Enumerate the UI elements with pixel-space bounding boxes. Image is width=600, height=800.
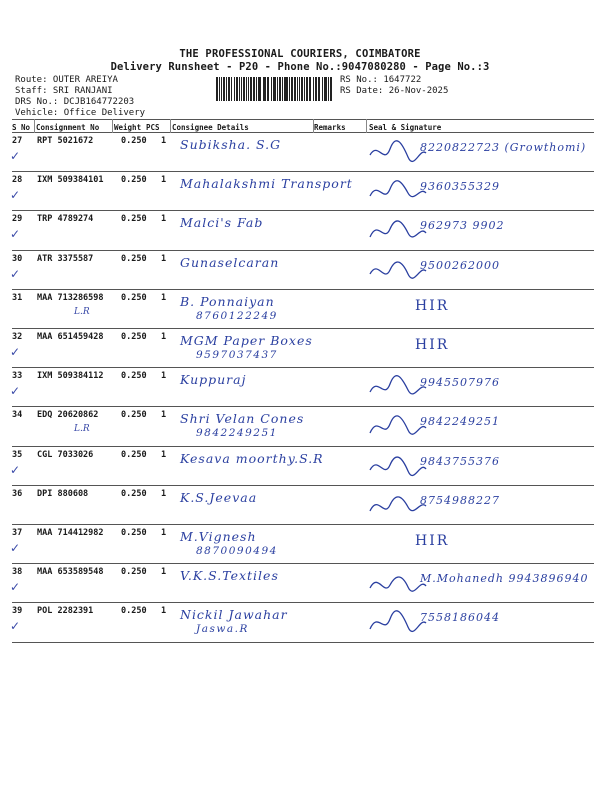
row-sno: 34	[12, 410, 23, 421]
signature-text: 9360355329	[420, 180, 500, 194]
runsheet-subtitle: Delivery Runsheet - P20 - Phone No.:9047080280 - Page No.:3	[110, 61, 490, 73]
signature-text: M.Mohanedh 9943896940	[420, 572, 589, 586]
signature-text: 8754988227	[420, 493, 500, 507]
row-pcs: 1	[161, 410, 167, 421]
route-label: Route: OUTER AREIYA	[15, 75, 118, 85]
barcode-bar	[239, 77, 240, 101]
consignee-phone-handwriting: Jaswa.R	[196, 623, 249, 636]
row-sno: 33	[12, 371, 23, 382]
drs-number: DRS No.: DCJB164772203	[15, 97, 135, 107]
barcode-bar	[289, 77, 290, 101]
row-weight: 0.250	[121, 410, 147, 421]
vehicle-label: Vehicle: Office Delivery	[15, 108, 146, 118]
col-remarks-header: Remarks	[314, 123, 346, 132]
barcode-bar	[301, 77, 304, 101]
header-divider	[366, 119, 367, 133]
row-weight: 0.250	[121, 175, 147, 186]
document-title: THE PROFESSIONAL COURIERS, COIMBATORE	[179, 48, 421, 60]
row-weight: 0.250	[121, 136, 147, 146]
row-pcs: 1	[161, 488, 167, 499]
consignee-handwriting: K.S.Jeevaa	[180, 489, 258, 505]
consignee-handwriting: MGM Paper Boxes	[180, 333, 313, 348]
barcode-bar	[282, 77, 283, 101]
barcode-bar	[309, 77, 310, 101]
barcode-bar	[221, 77, 222, 101]
barcode-bar	[234, 77, 235, 101]
col-consignment-header: Consignment No	[36, 123, 100, 132]
signature-text: 8220822723 (Growthomi)	[420, 141, 587, 154]
consignee-handwriting: Nickil Jawahar	[180, 607, 288, 623]
barcode-bar	[264, 77, 266, 101]
barcode-bar	[263, 77, 264, 101]
header-divider	[313, 119, 314, 133]
signature-scribble	[368, 413, 428, 439]
row-consignment-no: POL 2282391	[37, 606, 94, 617]
row-sno: 31	[12, 292, 23, 303]
staff-label: Staff: SRI RANJANI	[15, 86, 113, 96]
row-weight: 0.250	[121, 606, 147, 617]
row-divider	[12, 642, 594, 643]
consignee-phone-handwriting: 9842249251	[196, 427, 278, 440]
row-divider	[12, 367, 594, 368]
check-mark: ✓	[10, 384, 21, 399]
row-pcs: 1	[161, 528, 167, 538]
row-weight: 0.250	[121, 253, 147, 264]
row-sno: 28	[12, 175, 23, 186]
signature-text: 7558186044	[420, 611, 500, 625]
row-pcs: 1	[161, 214, 167, 225]
row-pcs: 1	[161, 449, 167, 460]
consignee-handwriting: Shri Velan Cones	[180, 411, 305, 427]
barcode-bar	[330, 77, 332, 101]
barcode-bar	[324, 77, 325, 101]
check-mark: ✓	[10, 580, 21, 595]
row-weight: 0.250	[121, 371, 147, 382]
row-weight: 0.250	[121, 528, 147, 538]
row-pcs: 1	[161, 332, 167, 342]
col-seal-header: Seal & Signature	[369, 123, 442, 132]
barcode-bar	[306, 77, 308, 101]
col-pcs-header: PCS	[146, 123, 160, 132]
row-consignment-no: CGL 7033026	[37, 449, 94, 460]
consignee-handwriting: Kesava moorthy.S.R	[180, 450, 324, 466]
row-sno: 29	[12, 214, 23, 225]
signature-scribble	[368, 139, 428, 165]
row-consignment-no: ATR 3375587	[37, 253, 94, 264]
signature-text: 9843755376	[420, 454, 500, 468]
row-pcs: 1	[161, 606, 167, 617]
check-mark: ✓	[10, 541, 21, 555]
row-divider	[12, 446, 594, 447]
barcode-bar	[267, 77, 270, 101]
consignee-handwriting: Subiksha. S.G	[180, 137, 282, 152]
row-pcs: 1	[161, 371, 167, 382]
row-consignment-no: MAA 653589548	[37, 567, 104, 578]
row-consignment-no: DPI 880608	[37, 488, 89, 499]
signature-text: 9945507976	[420, 376, 500, 390]
row-sno: 37	[12, 528, 23, 538]
remark-mark: L.R	[74, 424, 90, 435]
check-mark: ✓	[10, 227, 21, 242]
row-divider	[12, 485, 594, 486]
row-pcs: 1	[161, 253, 167, 264]
check-mark: ✓	[10, 619, 21, 634]
row-divider	[12, 328, 594, 329]
barcode-bar	[231, 77, 233, 101]
signature-scribble	[368, 609, 428, 635]
check-mark: ✓	[10, 188, 21, 203]
signature-text: 9842249251	[420, 415, 500, 429]
barcode-bar	[223, 77, 226, 101]
header-divider	[34, 119, 35, 133]
table-header-rule	[12, 132, 594, 133]
barcode-bar	[279, 77, 281, 101]
row-weight: 0.250	[121, 449, 147, 460]
remark-mark: L.R	[74, 306, 90, 317]
barcode-bar	[246, 77, 247, 101]
row-weight: 0.250	[121, 214, 147, 225]
barcode-bar	[299, 77, 300, 101]
rs-date: RS Date: 26-Nov-2025	[340, 86, 449, 96]
barcode-bar	[284, 77, 287, 101]
row-divider	[12, 563, 594, 564]
consignee-handwriting: V.K.S.Textiles	[180, 568, 279, 584]
consignee-handwriting: Mahalakshmi Transport	[180, 176, 353, 192]
row-consignment-no: RPT 5021672	[37, 136, 94, 146]
row-consignment-no: MAA 714412982	[37, 528, 104, 538]
row-divider	[12, 171, 594, 172]
barcode-bar	[248, 77, 249, 101]
row-weight: 0.250	[121, 567, 147, 578]
barcode-bar	[277, 77, 278, 101]
barcode-bar	[318, 77, 321, 101]
barcode	[216, 77, 336, 101]
barcode-bar	[297, 77, 298, 101]
consignee-handwriting: B. Ponnaiyan	[180, 293, 275, 309]
signature-scribble	[368, 570, 428, 596]
barcode-bar	[250, 77, 253, 101]
row-divider	[12, 210, 594, 211]
check-mark: ✓	[10, 149, 21, 163]
row-sno: 39	[12, 606, 23, 617]
row-sno: 36	[12, 488, 23, 499]
row-pcs: 1	[161, 567, 167, 578]
signature-scribble	[368, 374, 428, 400]
row-consignment-no: EDQ 20620862	[37, 410, 99, 421]
check-mark: ✓	[10, 462, 21, 477]
barcode-bar	[291, 77, 293, 101]
row-divider	[12, 250, 594, 251]
consignee-phone-handwriting: 9597037437	[196, 349, 278, 361]
check-mark: ✓	[10, 266, 21, 281]
rs-number: RS No.: 1647722	[340, 75, 422, 85]
barcode-bar	[304, 77, 305, 101]
row-sno: 27	[12, 136, 23, 146]
header-divider	[170, 119, 171, 133]
header-divider	[112, 119, 113, 133]
barcode-bar	[228, 77, 230, 101]
barcode-bar	[236, 77, 239, 101]
row-pcs: 1	[161, 136, 167, 146]
row-weight: 0.250	[121, 292, 147, 303]
signature-scribble	[368, 453, 428, 479]
col-sno-header: S No	[12, 123, 31, 132]
barcode-bar	[271, 77, 272, 101]
row-consignment-no: MAA 713286598	[37, 292, 104, 303]
consignee-handwriting: Gunaselcaran	[180, 254, 280, 270]
barcode-bar	[243, 77, 245, 101]
barcode-bar	[313, 77, 315, 101]
consignee-phone-handwriting: 8870090494	[196, 545, 278, 557]
consignee-handwriting: Kuppuraj	[180, 372, 247, 388]
barcode-bar	[287, 77, 288, 101]
col-weight-header: Weight	[114, 123, 142, 132]
barcode-bar	[219, 77, 220, 101]
barcode-bar	[294, 77, 296, 101]
table-top-rule	[12, 119, 594, 120]
row-consignment-no: IXM 509384112	[37, 371, 104, 382]
row-divider	[12, 602, 594, 603]
row-divider	[12, 289, 594, 290]
row-consignment-no: IXM 509384101	[37, 175, 104, 186]
row-sno: 38	[12, 567, 23, 578]
barcode-bar	[328, 77, 329, 101]
barcode-bar	[315, 77, 317, 101]
row-divider	[12, 524, 594, 525]
row-divider	[12, 406, 594, 407]
row-sno: 35	[12, 449, 23, 460]
barcode-bar	[260, 77, 261, 101]
barcode-bar	[256, 77, 257, 101]
barcode-bar	[241, 77, 242, 101]
col-consignee-header: Consignee Details	[172, 123, 249, 132]
signature-scribble	[368, 257, 428, 283]
row-pcs: 1	[161, 292, 167, 303]
signature-scribble	[368, 178, 428, 204]
barcode-bar	[325, 77, 327, 101]
row-sno: 30	[12, 253, 23, 264]
signature-scribble	[368, 492, 428, 518]
signature-hir: HIR	[415, 297, 450, 314]
barcode-bar	[310, 77, 311, 101]
signature-hir: HIR	[415, 337, 450, 353]
row-pcs: 1	[161, 175, 167, 186]
barcode-bar	[258, 77, 260, 101]
signature-text: 962973 9902	[420, 219, 505, 233]
row-consignment-no: MAA 651459428	[37, 332, 104, 342]
barcode-bar	[273, 77, 274, 101]
signature-text: 9500262000	[420, 258, 500, 272]
barcode-bar	[253, 77, 255, 101]
barcode-bar	[322, 77, 323, 101]
consignee-phone-handwriting: 8760122249	[196, 309, 278, 322]
barcode-bar	[274, 77, 276, 101]
row-weight: 0.250	[121, 332, 147, 342]
row-weight: 0.250	[121, 488, 147, 499]
consignee-handwriting: M.Vignesh	[180, 529, 257, 544]
check-mark: ✓	[10, 345, 21, 359]
barcode-bar	[226, 77, 227, 101]
signature-scribble	[368, 217, 428, 243]
barcode-bar	[216, 77, 218, 101]
row-consignment-no: TRP 4789274	[37, 214, 94, 225]
row-sno: 32	[12, 332, 23, 342]
signature-hir: HIR	[415, 533, 450, 549]
consignee-handwriting: Malci's Fab	[180, 215, 264, 231]
